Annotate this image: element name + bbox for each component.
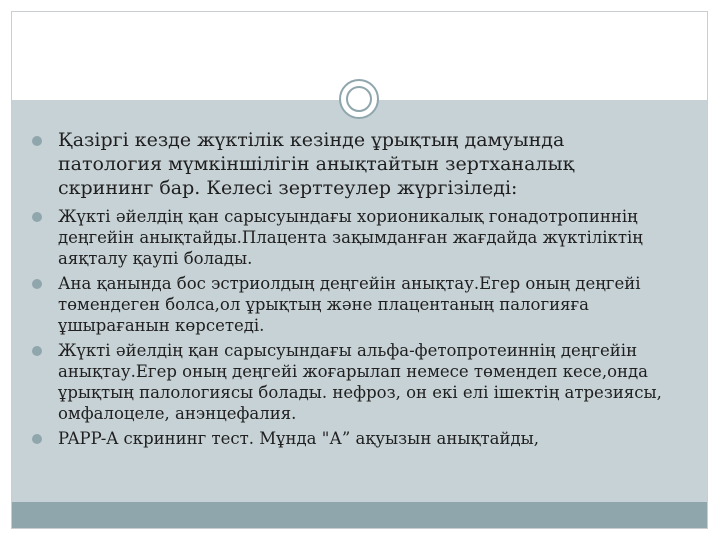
bullet-text: Қазіргі кезде жүктілік кезінде ұрықтың дамуында патология мүмкіншілігін анықтайтын зертханалық скрининг бар. Келесі зерттеулер жүргізіледі: [58, 129, 575, 199]
bullet-text: PAPP-A скрининг тест. Мұнда "А” ақуызын анықтайды, [58, 429, 540, 448]
bullet-text: Ана қанында бос эстриолдың деңгейін анықтау.Егер оның деңгейі төмендеген болса,ол ұрықтың және плацентаның палогияға ұшырағанын көрсетеді. [58, 274, 641, 335]
bullet-dot-icon [32, 212, 42, 222]
bullet-text: Жүкті әйелдің қан сарысуындағы альфа-фетопротеиннің деңгейін анықтау.Егер оның деңгейі жоғарылап немесе төмендеп кесе,онда ұрықтың палологиясы болады. нефроз, он екі елі ішектің атрезиясы, омфалоцеле, анэнцефалия. [58, 341, 662, 423]
bullet-item [30, 428, 670, 449]
bullet-item [30, 340, 670, 424]
circle-ornament-inner [346, 86, 372, 112]
bullet-dot-icon [32, 136, 42, 146]
bullet-dot-icon [32, 346, 42, 356]
bullet-text: Жүкті әйелдің қан сарысуындағы хорионикалық гонадотропиннің деңгейін анықтайды.Плацента зақымданған жағдайда жүктіліктің аяқталу қаупі болады. [58, 207, 643, 268]
bullet-list [30, 128, 670, 453]
circle-ornament-icon [339, 79, 379, 119]
slide-bottom-band [12, 502, 707, 528]
bullet-item [30, 273, 670, 336]
bullet-dot-icon [32, 279, 42, 289]
bullet-item [30, 128, 670, 200]
bullet-item [30, 206, 670, 269]
bullet-dot-icon [32, 434, 42, 444]
